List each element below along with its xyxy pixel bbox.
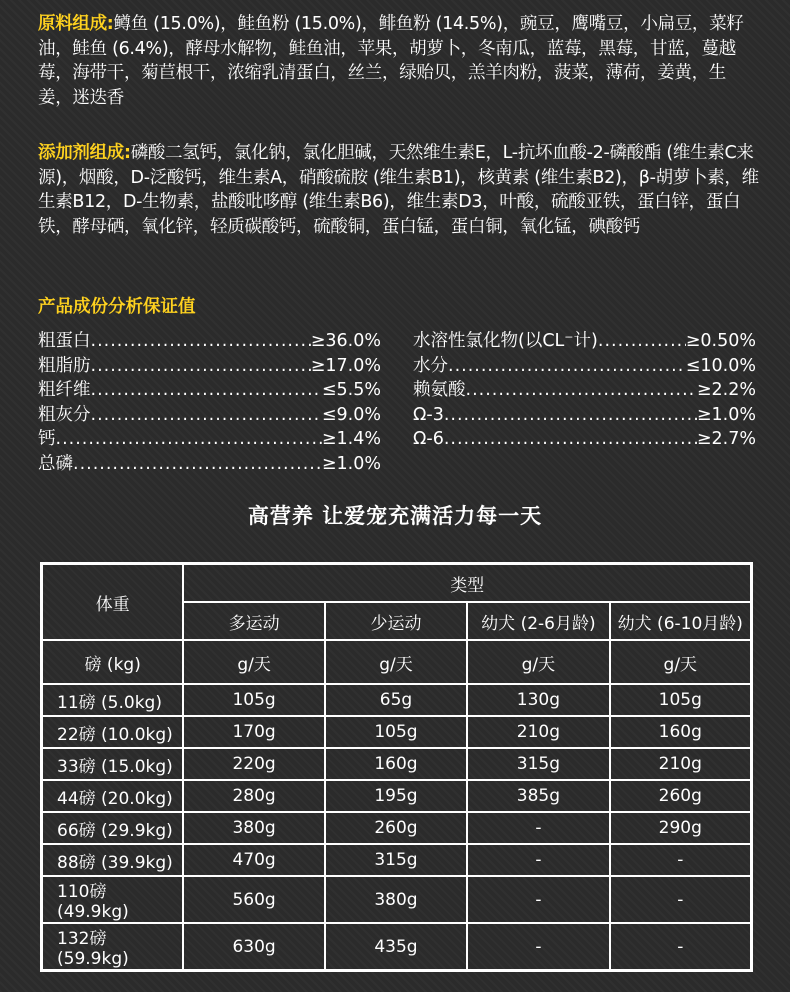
table-cell: 160g xyxy=(610,716,751,748)
weight-cell: 11磅 (5.0kg) xyxy=(42,684,183,716)
analysis-label: Ω-6 xyxy=(413,429,444,449)
analysis-label: 粗蛋白 xyxy=(38,331,91,351)
analysis-row xyxy=(38,452,381,477)
table-cell: 380g xyxy=(183,812,324,844)
analysis-label: 总磷 xyxy=(38,453,73,474)
analysis-row xyxy=(413,403,756,428)
column-header: 少运动 xyxy=(325,602,467,640)
analysis-label: 粗灰分 xyxy=(38,404,91,425)
analysis-value: ≥1.0% xyxy=(696,404,756,425)
analysis-row xyxy=(413,378,756,403)
column-header: 幼犬 (2-6月龄) xyxy=(467,602,609,640)
additives-label: 添加剂组成: xyxy=(38,143,131,163)
analysis-value: ≥36.0% xyxy=(310,331,381,351)
analysis-label: 水分 xyxy=(413,355,448,376)
weight-cell: 66磅 (29.9kg) xyxy=(42,812,183,844)
analysis-label: Ω-3 xyxy=(413,404,444,425)
dot-leader xyxy=(56,427,322,452)
table-row xyxy=(42,844,751,876)
dot-leader xyxy=(448,354,686,379)
analysis-value: ≥1.4% xyxy=(321,429,381,449)
table-cell: 210g xyxy=(610,748,751,780)
table-cell: 260g xyxy=(610,780,751,812)
feeding-table xyxy=(40,562,753,972)
table-cell: 385g xyxy=(467,780,609,812)
dot-leader xyxy=(444,427,697,452)
table-cell: 380g xyxy=(325,876,467,923)
analysis-row xyxy=(413,427,756,452)
weight-header: 体重 xyxy=(42,564,183,640)
table-cell: - xyxy=(467,844,609,876)
column-header: 幼犬 (6-10月龄) xyxy=(610,602,751,640)
dot-leader xyxy=(91,403,322,428)
table-row xyxy=(42,748,751,780)
table-row xyxy=(42,684,751,716)
table-row xyxy=(42,716,751,748)
analysis-value: ≤9.0% xyxy=(321,404,381,425)
weight-cell: 44磅 (20.0kg) xyxy=(42,780,183,812)
unit-cell: g/天 xyxy=(467,640,609,684)
analysis-value: ≥2.7% xyxy=(696,429,756,449)
analysis-row xyxy=(413,354,756,379)
ingredients-text: 鳟鱼 (15.0%)，鲑鱼粉 (15.0%)，鲱鱼粉 (14.5%)，豌豆，鹰嘴豆，小扁豆，菜籽油，鲑鱼 (6.4%)，酵母水解物，鲑鱼油，苹果，胡萝卜，冬南瓜，蓝莓，黑莓，甘蓝，蔓越莓，海带干，菊苣根干，浓缩乳清蛋白，丝兰，绿贻贝，羔羊肉粉，菠菜，薄荷，姜黄，生姜，迷迭香 xyxy=(38,14,744,108)
analysis-value: ≥17.0% xyxy=(310,355,381,376)
table-header-row xyxy=(42,564,751,602)
unit-row xyxy=(42,640,751,684)
analysis-label: 粗脂肪 xyxy=(38,355,91,376)
analysis-row xyxy=(38,329,381,354)
table-cell: 280g xyxy=(183,780,324,812)
table-cell: - xyxy=(467,876,609,923)
weight-cell: 88磅 (39.9kg) xyxy=(42,844,183,876)
analysis-left-list xyxy=(38,329,381,476)
table-cell: 105g xyxy=(325,716,467,748)
analysis-value: ≤5.5% xyxy=(321,380,381,400)
analysis-row xyxy=(38,427,381,452)
unit-cell: g/天 xyxy=(183,640,324,684)
table-cell: 160g xyxy=(325,748,467,780)
analysis-label: 粗纤维 xyxy=(38,380,91,400)
additives-paragraph xyxy=(38,141,760,239)
ingredients-label: 原料组成: xyxy=(38,14,114,34)
table-cell: 170g xyxy=(183,716,324,748)
unit-cell: g/天 xyxy=(610,640,751,684)
table-cell: - xyxy=(610,876,751,923)
table-cell: 630g xyxy=(183,923,324,970)
analysis-row xyxy=(38,354,381,379)
analysis-label: 钙 xyxy=(38,429,56,449)
analysis-right-list xyxy=(413,329,756,452)
analysis-label: 赖氨酸 xyxy=(413,380,466,400)
table-row xyxy=(42,923,751,970)
weight-cell: 22磅 (10.0kg) xyxy=(42,716,183,748)
analysis-value: ≥0.50% xyxy=(685,331,756,351)
dot-leader xyxy=(91,354,311,379)
table-cell: 290g xyxy=(610,812,751,844)
weight-cell: 110磅 (49.9kg) xyxy=(42,876,183,923)
table-row xyxy=(42,780,751,812)
table-cell: 105g xyxy=(183,684,324,716)
dot-leader xyxy=(91,378,322,403)
table-cell: 315g xyxy=(467,748,609,780)
dot-leader xyxy=(444,403,697,428)
weight-cell: 33磅 (15.0kg) xyxy=(42,748,183,780)
table-row xyxy=(42,876,751,923)
analysis-row xyxy=(413,329,756,354)
dot-leader xyxy=(466,378,697,403)
analysis-label: 水溶性氯化物(以CL⁻计) xyxy=(413,331,598,351)
table-cell: - xyxy=(467,812,609,844)
table-cell: 130g xyxy=(467,684,609,716)
table-cell: - xyxy=(610,923,751,970)
column-header: 多运动 xyxy=(183,602,324,640)
table-cell: 195g xyxy=(325,780,467,812)
slogan-heading: 高营养 让爱宠充满活力每一天 xyxy=(247,504,543,528)
table-cell: 210g xyxy=(467,716,609,748)
table-cell: 560g xyxy=(183,876,324,923)
dot-leader xyxy=(73,452,322,477)
analysis-row xyxy=(38,378,381,403)
ingredients-paragraph xyxy=(38,12,760,110)
table-cell: 65g xyxy=(325,684,467,716)
table-cell: - xyxy=(610,844,751,876)
analysis-value: ≥2.2% xyxy=(696,380,756,400)
additives-text: 磷酸二氢钙，氯化钠，氯化胆碱，天然维生素E，L-抗坏血酸-2-磷酸酯 (维生素C来源)，烟酸，D-泛酸钙，维生素A，硝酸硫胺 (维生素B1)，核黄素 (维生素B2)，β-胡萝卜素，维生素B12，D-生物素，盐酸吡哆醇 (维生素B6)，维生素D3，叶酸，硫酸亚铁，蛋白锌，蛋白铁，酵母硒，氧化锌，轻质碳酸钙，硫酸铜，蛋白锰，蛋白铜，氧化锰，碘酸钙 xyxy=(38,143,759,237)
analysis-row xyxy=(38,403,381,428)
table-cell: 220g xyxy=(183,748,324,780)
table-cell: 470g xyxy=(183,844,324,876)
analysis-title: 产品成份分析保证值 xyxy=(38,297,196,317)
analysis-value: ≤10.0% xyxy=(685,355,756,376)
type-header: 类型 xyxy=(183,564,751,602)
unit-cell: g/天 xyxy=(325,640,467,684)
unit-cell: 磅 (kg) xyxy=(42,640,183,684)
table-cell: - xyxy=(467,923,609,970)
table-row xyxy=(42,812,751,844)
table-cell: 435g xyxy=(325,923,467,970)
table-cell: 105g xyxy=(610,684,751,716)
dot-leader xyxy=(598,329,686,354)
weight-cell: 132磅 (59.9kg) xyxy=(42,923,183,970)
dot-leader xyxy=(91,329,311,354)
table-cell: 260g xyxy=(325,812,467,844)
table-cell: 315g xyxy=(325,844,467,876)
analysis-value: ≥1.0% xyxy=(321,453,381,474)
